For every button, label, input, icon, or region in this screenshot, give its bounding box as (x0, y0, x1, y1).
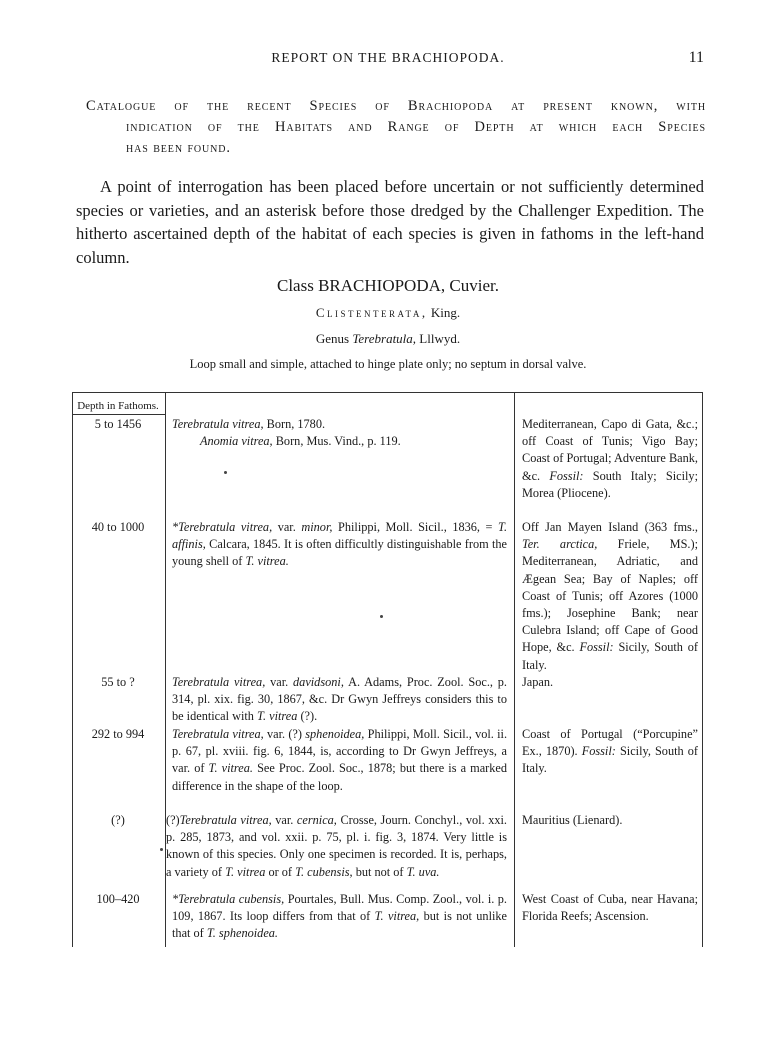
habitat-text-4: Coast of Portugal (“Porcupine” Ex., 1870). (522, 727, 698, 759)
uncertain-prefix-5: (?) (166, 813, 180, 827)
habitat-text-1: Mediterranean, Capo di Gata, &c.; off Coast of Tunis; Vigo Bay; Coast of Portugal; Adventure Bank, &c. (522, 417, 698, 483)
species-text-4b: Philippi, Moll. Sicil., vol. ii. p. 67, pl. xviii. fig. 6, 1844, is, according to Dr Gwyn Jeffreys, a var. of (172, 727, 508, 776)
synonym-text-1: Born, Mus. Vind., p. 119. (275, 434, 401, 449)
intro-paragraph (76, 175, 704, 269)
fossil-text-4: Sicily, South of Italy. (522, 744, 698, 776)
habitat-text-6: West Coast of Cuba, near Havana; Florida Reefs; Ascension. (522, 892, 698, 924)
intro-text: A point of interrogation has been placed before uncertain or not sufficiently determined species or varieties, and an asterisk before those dredged by the Challenger Expedition. The hitherto ascertained depth of the habitat of each species is given in fathoms in the left-hand column. (76, 177, 704, 267)
table-left-rule (72, 392, 73, 947)
habitat-cell-4 (522, 726, 698, 778)
species-text-4a: var. (?) (266, 727, 302, 741)
loop-note: Loop small and simple, attached to hinge plate only; no septum in dorsal valve. (189, 357, 587, 371)
fossil-label-4: Fossil: (581, 744, 616, 759)
habitat-cell-5 (522, 812, 698, 829)
genus-title (0, 331, 776, 347)
variety-name-5: cernica, (296, 813, 337, 827)
depth-cell-6: 100–420 (96, 892, 140, 906)
fossil-label-2: Fossil: (579, 640, 614, 655)
reference-name-5c: T. uva. (406, 864, 440, 879)
reference-name-6b: T. sphenoidea. (206, 926, 279, 941)
fossil-text-1: South Italy; Sicily; Morea (Pliocene). (522, 468, 698, 500)
species-text-5d: but not of (355, 864, 404, 879)
subclass-title (0, 305, 776, 321)
species-text-3a: var. (270, 675, 289, 689)
species-cell-1 (172, 416, 507, 450)
catalogue-heading-line-2: indication of the Habitats and Range of Depth at which each Species (126, 119, 706, 135)
synonym-name-1: Anomia vitrea, (200, 434, 273, 449)
species-cell-2 (172, 519, 507, 571)
variety-name-2: minor, (301, 520, 333, 534)
habitat-text-2a: Off Jan Mayen Island (363 fms., (522, 520, 698, 534)
species-cell-5 (166, 812, 507, 881)
subclass-author: King. (430, 305, 461, 320)
species-name-2: *Terebratula vitrea, (172, 520, 273, 534)
reference-name-2: T. vitrea. (245, 554, 289, 569)
species-text-4c: See Proc. Zool. Soc., 1878; but there is a marked difference in the shape of the loop. (172, 761, 508, 793)
species-text-1: Born, 1780. (266, 417, 326, 431)
species-text-3c: (?). (300, 709, 318, 724)
species-name-1: Terebratula vitrea, (172, 417, 264, 431)
leader-dot (380, 615, 383, 618)
subclass-name: Clistenterata, (315, 305, 428, 320)
species-name-6: *Terebratula cubensis, (172, 892, 285, 906)
species-text-5c: or of (268, 864, 293, 879)
species-cell-3 (172, 674, 507, 726)
column-header-rule (72, 414, 165, 415)
genus-prefix: Genus (315, 331, 350, 346)
depth-cell-3: 55 to ? (101, 675, 135, 689)
class-author: Cuvier. (449, 276, 499, 295)
genus-name: Terebratula, (352, 331, 417, 346)
fossil-text-2: Sicily, South of Italy. (522, 640, 698, 672)
running-head: REPORT ON THE BRACHIOPODA. (271, 50, 505, 65)
genus-author: Lllwyd. (419, 331, 461, 346)
species-text-5a: var. (275, 813, 294, 827)
habitat-text-3: Japan. (522, 675, 554, 689)
species-text-2b: Philippi, Moll. Sicil., 1836, = (338, 520, 493, 534)
habitat-text-5: Mauritius (Lienard). (522, 813, 623, 827)
species-text-6a: Pourtales, Bull. Mus. Comp. Zool., vol. i. p. 109, 1867. Its loop differs from that of (172, 892, 508, 924)
species-text-3b: A. Adams, Proc. Zool. Soc., p. 314, pl. xix. fig. 30, 1867, &c. Dr Gwyn Jeffreys considers this to be identical with (172, 675, 508, 724)
depth-cell-5: (?) (111, 813, 125, 827)
species-text-2c: Calcara, 1845. It is often difficultly distinguishable from the young shell of (172, 537, 508, 569)
species-name-4: Terebratula vitrea, (172, 727, 264, 741)
reference-name-4: T. vitrea. (208, 761, 253, 776)
habitat-cell-3 (522, 674, 698, 691)
depth-column-header: Depth in Fathoms. (77, 400, 159, 412)
reference-name-3: T. vitrea (257, 709, 298, 724)
habitat-cell-2 (522, 519, 698, 674)
page-number: 11 (688, 49, 704, 66)
species-name-3: Terebratula vitrea, (172, 675, 266, 689)
variety-name-3: davidsoni, (293, 675, 344, 689)
habitat-cell-1 (522, 416, 698, 502)
catalogue-heading (86, 96, 706, 159)
reference-name-6a: T. vitrea, (374, 909, 420, 924)
species-cell-4 (172, 726, 507, 795)
habitat-reference-2: Ter. arctica, (522, 537, 598, 552)
depth-cell-4: 292 to 994 (91, 727, 145, 741)
depth-cell-1: 5 to 1456 (94, 417, 142, 431)
species-text-2a: var. (277, 520, 296, 534)
habitat-column-rule (514, 392, 515, 947)
reference-name-5b: T. cubensis, (295, 864, 353, 879)
class-name: Class BRACHIOPODA, (277, 276, 446, 295)
habitat-cell-6 (522, 891, 698, 925)
reference-name-5a: T. vitrea (225, 864, 266, 879)
leader-dot (224, 471, 227, 474)
synonym-name-2: T. affinis, (172, 520, 508, 552)
species-name-5: Terebratula vitrea, (179, 813, 272, 827)
depth-cell-2: 40 to 1000 (91, 520, 145, 534)
catalogue-heading-line-1: Catalogue of the recent Species of Brachiopoda at present known, with (86, 98, 706, 114)
table-right-rule (702, 392, 703, 947)
species-text-5b: Crosse, Journ. Conchyl., vol. xxi. p. 285, 1873, and vol. xxii. p. 75, pl. i. fig. 3, 1874. Very little is known of this species. Only one specimen is recorded. It is, perhaps, a variety of (166, 813, 508, 879)
variety-name-4: sphenoidea, (305, 727, 365, 741)
catalogue-heading-line-3: has been found. (126, 140, 231, 156)
table-top-rule (72, 392, 702, 393)
habitat-text-2b: Friele, MS.); Mediterranean, Adriatic, and Ægean Sea; Bay of Naples; off Coast of Tunis; off Azores (1000 fms.); Josephine Bank; near Culebra Island; off Cape of Good Hope, &c. (522, 537, 699, 655)
leader-dot (160, 848, 163, 851)
species-cell-6 (172, 891, 507, 943)
class-title (0, 276, 776, 296)
species-text-6b: but is not unlike that of (172, 909, 508, 941)
fossil-label-1: Fossil: (549, 468, 584, 483)
